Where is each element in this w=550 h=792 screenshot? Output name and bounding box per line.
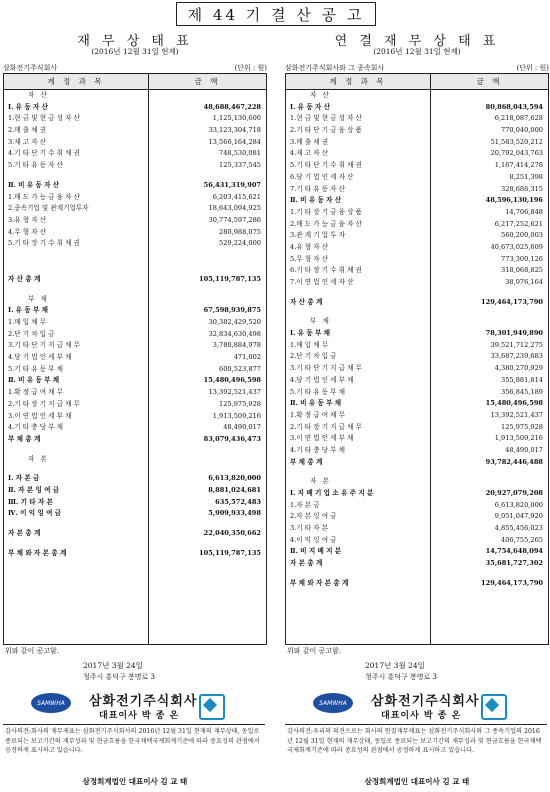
account-name: 4.기 타 단 기 수 취 채 권 [8, 149, 80, 158]
account-name: Ⅰ. 지 배 기 업 소 유 주 지 분 [290, 489, 374, 497]
amount-column-header: 금 액 [476, 77, 503, 86]
account-amount: 8,881,024,681 [208, 485, 261, 494]
table-row [4, 387, 266, 399]
table-row [286, 172, 548, 184]
account-name: 부 채 [310, 317, 331, 326]
account-amount: 1,913,509,216 [212, 411, 261, 420]
account-amount: 4,855,456,023 [494, 524, 543, 533]
table-row [4, 473, 266, 485]
account-amount: 9,051,047,920 [494, 512, 543, 521]
unit-label: (단위 : 원) [516, 64, 549, 72]
table-row [4, 375, 266, 387]
account-name: 3.기 타 단 기 지 급 채 무 [290, 364, 362, 373]
table-row [286, 546, 548, 558]
table-row [286, 375, 548, 387]
table-row [4, 548, 266, 560]
account-name: Ⅰ. 자 본 금 [8, 474, 40, 483]
table-row [4, 508, 266, 520]
ceo-name: 대표이사 박 종 온 [381, 711, 462, 721]
account-name: 4.재 고 자 산 [290, 149, 329, 158]
table-row [286, 184, 548, 196]
account-amount: 748,530,081 [219, 149, 261, 158]
account-name: 6.당 기 법 인 세 자 산 [290, 172, 354, 181]
account-amount: 38,976,164 [505, 278, 543, 286]
account-name: 3.유 형 자 산 [8, 215, 47, 224]
account-amount: 6,203,415,621 [212, 192, 261, 201]
announcement-title: 제 44 기 결 산 공 고 [176, 2, 376, 26]
table-row [4, 274, 266, 286]
account-name: 4.당 기 법 인 세 부 채 [290, 375, 354, 384]
table-row [286, 207, 548, 219]
account-amount: 560,200,003 [501, 231, 543, 240]
account-name: 3.재 고 자 산 [8, 137, 47, 146]
table-row [4, 485, 266, 497]
balance-sheet-table [3, 73, 267, 645]
account-name: 자 본 총 계 [290, 559, 323, 568]
table-row [286, 500, 548, 512]
account-amount: 51,583,520,212 [490, 137, 543, 146]
table-row [286, 351, 548, 363]
account-amount: 125,337,545 [219, 161, 261, 170]
account-name: 2.기 타 단 기 금 융 상 품 [290, 126, 362, 135]
account-amount: 33,123,304,718 [208, 126, 261, 135]
unit-label: (단위 : 원) [234, 64, 267, 72]
table-row [4, 352, 266, 364]
account-amount: 14,706,848 [505, 207, 543, 216]
account-name: 부 채 와 자 본 총 계 [8, 548, 67, 557]
account-amount [170, 90, 266, 102]
account-amount: 33,687,239,683 [490, 352, 543, 361]
account-name: Ⅱ. 비 유 동 부 채 [8, 376, 60, 385]
account-amount: 13,566,164,284 [208, 137, 261, 146]
table-row [286, 297, 548, 309]
account-name: 3.관 계 기 업 투 자 [290, 231, 345, 240]
blank-row [4, 286, 266, 294]
account-name: 2.매 출 채 권 [8, 126, 47, 135]
account-name: 5.기 타 유 동 부 채 [8, 364, 63, 373]
account-amount: 125,975,928 [219, 399, 261, 408]
section-header-row [4, 294, 266, 306]
auditor-name: 삼정회계법인 대표이사 김 교 태 [82, 777, 188, 786]
account-name: 2.자 본 잉 여 금 [290, 512, 337, 521]
account-name: 6.기 타 장 기 수 취 채 권 [290, 266, 362, 275]
account-name: 5.기 타 유 동 자 산 [8, 161, 63, 170]
account-name: 자 본 [28, 454, 49, 463]
table-row [286, 265, 548, 277]
account-amount: 356,845,189 [501, 387, 543, 396]
statement-date: (2016년 12월 31일 현재) [91, 47, 179, 56]
table-row [4, 203, 266, 215]
account-name: 1.자 본 금 [290, 500, 320, 509]
table-row [286, 230, 548, 242]
table-row [4, 215, 266, 227]
account-name: Ⅰ. 유 동 자 산 [290, 102, 331, 111]
account-amount: 105,119,787,135 [199, 274, 261, 283]
table-row [4, 137, 266, 149]
samwha-logo-icon: SAMWHA [313, 693, 353, 713]
account-amount [452, 316, 548, 328]
account-name: 7.이 연 법 인 세 자 산 [290, 278, 354, 286]
company-name: 삼화전기주식회사 [371, 694, 480, 709]
table-row [286, 422, 548, 434]
blank-row [4, 172, 266, 180]
account-amount [452, 90, 548, 102]
account-name: 3.이 연 법 인 세 부 채 [290, 434, 354, 443]
table-row [286, 340, 548, 352]
account-amount: 48,490,017 [505, 445, 543, 454]
table-row [286, 219, 548, 231]
table-row [4, 160, 266, 172]
account-name: 3.기 타 자 본 [290, 524, 329, 533]
table-row [4, 317, 266, 329]
table-row [286, 488, 548, 500]
account-amount: 635,572,483 [215, 497, 261, 506]
account-amount: 773,300,126 [501, 254, 543, 263]
account-name: 자 산 [310, 91, 331, 99]
blank-row [286, 308, 548, 316]
statement-title: 연 결 재 무 상 태 표 [334, 34, 500, 49]
account-amount: 56,431,319,907 [203, 180, 261, 189]
table-row [286, 445, 548, 457]
account-amount: 770,040,000 [501, 126, 543, 135]
account-name: 4.기 타 충 당 부 채 [290, 445, 345, 454]
table-row [4, 305, 266, 317]
account-amount: 13,392,521,437 [490, 410, 543, 419]
table-row [4, 113, 266, 125]
table-row [286, 457, 548, 469]
account-name: 5.기 타 장 기 수 취 채 권 [8, 239, 80, 248]
table-row [286, 328, 548, 340]
account-amount: 105,119,787,135 [199, 548, 261, 557]
statement-date: (2016년 12월 31일 현재) [373, 47, 461, 56]
account-amount: 328,686,315 [501, 184, 543, 193]
table-row [286, 137, 548, 149]
account-name: 자 산 총 계 [8, 274, 41, 283]
account-name: Ⅱ. 비 유 동 자 산 [290, 196, 342, 205]
account-amount: 1,167,414,278 [494, 161, 543, 170]
account-name: 1.매 도 가 능 금 융 자 산 [8, 192, 80, 201]
account-amount: 15,480,496,598 [485, 399, 543, 408]
account-amount: 39,521,712,275 [490, 340, 543, 349]
table-row [4, 238, 266, 250]
account-amount: 4,380,270,929 [494, 364, 543, 373]
company-address: 청주시 흥덕구 봉명로 3 [365, 673, 437, 681]
section-header-row [4, 454, 266, 466]
table-row [4, 497, 266, 509]
account-amount: 280,988,075 [219, 227, 261, 236]
table-row [286, 102, 548, 114]
account-name: 자 산 [28, 91, 49, 99]
company-label: 삼화전기주식회사 [3, 64, 58, 72]
balance-sheet-table [285, 73, 549, 645]
account-name: Ⅱ. 비 유 동 자 산 [8, 180, 60, 189]
account-amount: 32,834,630,498 [208, 329, 261, 338]
account-name: 5.기 타 단 기 수 취 채 권 [290, 161, 362, 170]
account-amount: 3,780,884,978 [212, 341, 261, 350]
blank-row [286, 570, 548, 578]
account-name: 5.무 형 자 산 [290, 254, 329, 263]
account-amount: 406,755,265 [501, 535, 543, 544]
blank-row [4, 465, 266, 473]
table-row [4, 422, 266, 434]
account-amount: 48,490,017 [223, 423, 261, 432]
account-name: 1.매 입 채 무 [290, 340, 329, 349]
account-amount: 355,881,814 [501, 375, 543, 384]
account-name: 1.확 정 급 여 채 무 [8, 388, 63, 397]
table-row [286, 160, 548, 172]
account-name: 4.무 형 자 산 [8, 227, 47, 236]
company-address: 청주시 흥덕구 봉명로 3 [83, 673, 155, 681]
table-row [4, 528, 266, 540]
account-name: 3.기 타 단 기 지 급 채 무 [8, 341, 80, 350]
table-body [4, 90, 266, 559]
account-amount: 22,040,350,662 [203, 529, 261, 537]
account-name: 3.이 연 법 인 세 부 채 [8, 411, 72, 420]
statement-title: 재 무 상 태 표 [77, 34, 193, 49]
account-name: Ⅰ. 유 동 자 산 [8, 102, 49, 111]
account-name: 2.기 타 장 기 지 급 채 무 [8, 399, 80, 408]
account-name: 1.현 금 및 현 금 성 자 산 [8, 114, 80, 123]
table-row [4, 102, 266, 114]
account-amount: 14,754,648,094 [485, 547, 543, 556]
account-amount: 40,673,025,609 [490, 242, 543, 251]
account-name: 4.이 익 잉 여 금 [290, 535, 337, 544]
account-name: 1.확 정 급 여 채 무 [290, 410, 345, 419]
table-header [4, 74, 266, 90]
table-row [286, 125, 548, 137]
blank-row [4, 540, 266, 548]
account-name: Ⅰ. 유 동 부 채 [8, 306, 49, 315]
account-name: 1.매 입 채 무 [8, 318, 47, 326]
account-amount: 15,480,496,598 [203, 376, 261, 385]
account-amount: 48,596,130,196 [485, 196, 543, 205]
table-row [286, 558, 548, 570]
account-name: 자 본 총 계 [8, 529, 41, 537]
section-header-row [286, 90, 548, 102]
table-row [4, 148, 266, 160]
blank-row [286, 468, 548, 476]
table-row [4, 329, 266, 341]
audit-opinion: 감사의견:회사의 재무제표는 삼화전기주식회사의 2016년 12월 31일 현재의 재무상태, 동일로 종료되는 보고기간의 재무성과 및 현금흐름을 한국채택국제회계기준에 따라 중요성의 관점에서 공정하게 표시하고 있습니다. [3, 724, 265, 768]
account-name: 부 채 총 계 [290, 457, 323, 466]
account-amount: 529,224,000 [219, 239, 261, 248]
account-name: 2.기 타 장 기 지 급 채 무 [290, 422, 362, 431]
samwha-logo-icon: SAMWHA [31, 693, 71, 713]
sign-date: 2017년 3월 24일 [83, 661, 143, 670]
table-row [4, 434, 266, 446]
account-name: 1.기 타 장 기 금 융 상 품 [290, 207, 362, 216]
account-name: 4.기 타 충 당 부 채 [8, 423, 63, 432]
account-amount: 8,251,398 [509, 172, 543, 181]
table-row [286, 387, 548, 399]
account-name: 부 채 와 자 본 총 계 [290, 578, 349, 587]
account-amount: 6,218,087,628 [494, 114, 543, 123]
table-row [4, 227, 266, 239]
table-row [286, 195, 548, 207]
account-name: Ⅱ. 비 유 동 부 채 [290, 399, 342, 408]
account-amount: 48,688,467,228 [203, 102, 261, 111]
account-amount: 6,217,252,621 [494, 219, 543, 228]
table-row [286, 410, 548, 422]
account-amount: 30,774,597,286 [208, 215, 261, 224]
closing-text: 위와 같이 공고함. [287, 647, 342, 655]
table-body [286, 90, 548, 590]
table-row [286, 578, 548, 590]
account-amount [170, 294, 266, 306]
section-header-row [286, 476, 548, 488]
account-amount: 20,792,043,763 [490, 149, 543, 158]
account-name: 2.단 기 차 입 금 [8, 329, 55, 338]
account-amount: 318,068,825 [501, 266, 543, 275]
sign-date: 2017년 3월 24일 [365, 661, 425, 670]
account-amount: 93,782,446,488 [485, 457, 543, 466]
closing-text: 위와 같이 공고함. [5, 647, 60, 655]
account-name: Ⅱ. 비 지 배 지 분 [290, 547, 342, 556]
account-amount: 30,382,429,520 [208, 318, 261, 326]
account-name: 2.단 기 차 입 금 [290, 352, 337, 361]
account-amount: 129,464,173,790 [481, 578, 543, 587]
table-row [286, 398, 548, 410]
blank-row [4, 520, 266, 528]
account-name: 7.기 타 유 동 자 산 [290, 184, 345, 193]
account-name: 4.유 형 자 산 [290, 242, 329, 251]
blank-row [4, 258, 266, 266]
table-row [286, 523, 548, 535]
table-row [4, 125, 266, 137]
ceo-name: 대표이사 박 종 온 [99, 711, 180, 721]
account-amount: 129,464,173,790 [481, 297, 543, 306]
table-row [286, 113, 548, 125]
account-amount: 1,913,509,216 [494, 434, 543, 443]
account-name: 4.당 기 법 인 세 부 채 [8, 353, 72, 362]
table-row [286, 254, 548, 266]
table-row [286, 535, 548, 547]
table-row [286, 277, 548, 289]
section-header-row [4, 90, 266, 102]
account-amount: 1,125,130,600 [212, 114, 261, 123]
blank-row [286, 289, 548, 297]
table-header [286, 74, 548, 90]
table-row [286, 511, 548, 523]
account-amount: 83,079,436,473 [203, 434, 261, 443]
account-amount [452, 476, 548, 488]
account-name: Ⅲ. 기 타 자 본 [8, 497, 53, 506]
company-name: 삼화전기주식회사 [89, 694, 198, 709]
account-amount: 78,301,949,890 [485, 329, 543, 338]
amount-column-header: 금 액 [194, 77, 221, 86]
account-amount: 20,927,079,208 [485, 489, 543, 497]
account-name: 1.현 금 및 현 금 성 자 산 [290, 114, 362, 123]
account-column-header: 계 정 과 목 [286, 74, 431, 89]
account-amount [170, 454, 266, 466]
audit-opinion: 감사의견:우리의 의견으로는 회사의 연결재무제표는 삼화전기주식회사와 그 종속기업의 2016년 12월 31일 현재의 재무상태, 동일로 종료되는 보고기간의 재무성과 및 현금흐름을 한국채택국제회계기준에 따라 중요성의 관점에서 공정하게 표시하고 있습니다. [285, 724, 547, 768]
account-amount: 35,681,727,302 [485, 559, 543, 568]
account-name: 3.매 출 채 권 [290, 137, 329, 146]
blank-row [4, 266, 266, 274]
table-row [286, 242, 548, 254]
account-column-header: 계 정 과 목 [4, 74, 149, 89]
table-row [4, 180, 266, 192]
table-row [286, 148, 548, 160]
table-row [286, 433, 548, 445]
account-name: Ⅰ. 유 동 부 채 [290, 329, 331, 338]
account-amount: 600,523,877 [219, 364, 261, 373]
account-amount: 125,975,928 [501, 422, 543, 431]
account-amount: 5,909,933,498 [208, 509, 261, 518]
table-row [4, 340, 266, 352]
blank-row [4, 250, 266, 258]
account-name: Ⅳ. 이 익 잉 여 금 [8, 509, 62, 518]
account-name: 자 산 총 계 [290, 297, 323, 306]
table-row [4, 364, 266, 376]
company-seal-icon [481, 694, 507, 720]
section-header-row [286, 316, 548, 328]
account-name: 2.종속기업 및 관계기업투자 [8, 204, 89, 213]
account-amount: 6,613,820,000 [208, 474, 261, 483]
account-amount: 13,392,521,437 [208, 388, 261, 397]
account-name: Ⅱ. 자 본 잉 여 금 [8, 485, 60, 494]
table-row [4, 411, 266, 423]
auditor-name: 삼정회계법인 대표이사 김 교 태 [364, 777, 470, 786]
account-name: 5.기 타 유 동 부 채 [290, 387, 345, 396]
company-label: 삼화전기주식회사와 그 종속회사 [285, 64, 385, 72]
account-name: 부 채 [28, 294, 49, 303]
table-row [4, 192, 266, 204]
table-row [286, 363, 548, 375]
account-amount: 67,598,939,875 [203, 306, 261, 315]
blank-row [4, 446, 266, 454]
account-amount: 18,643,094,925 [208, 204, 261, 213]
table-row [4, 399, 266, 411]
account-amount: 80,868,043,594 [485, 102, 543, 111]
account-name: 부 채 총 계 [8, 434, 41, 443]
account-name: 자 본 [310, 477, 331, 486]
account-name: 2.매 도 가 능 금 융 자 산 [290, 219, 362, 228]
company-seal-icon [199, 694, 225, 720]
account-amount: 471,002 [233, 353, 261, 362]
account-amount: 6,613,820,000 [494, 500, 543, 509]
